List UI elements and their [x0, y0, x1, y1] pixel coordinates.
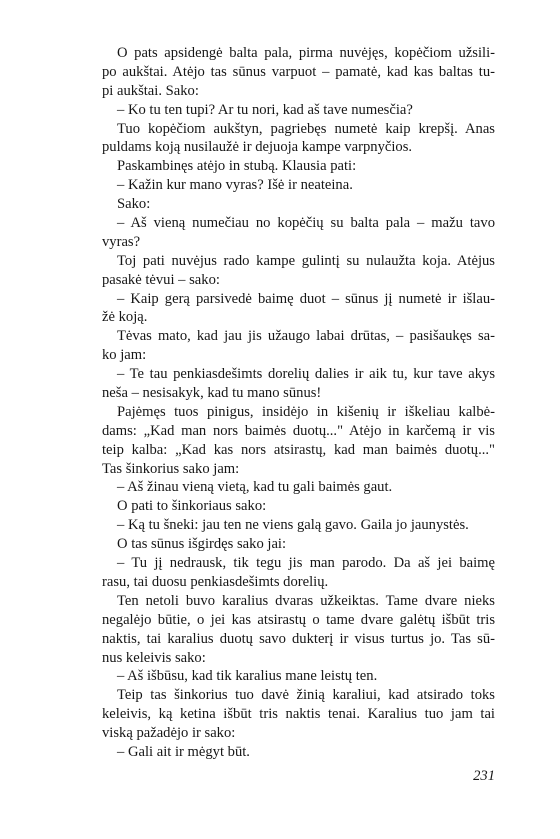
text-line: rasu, tai duosu penkiasdešimts dorelių. [102, 573, 329, 590]
text-line: pasakė tėvui – sako: [102, 271, 220, 288]
text-line: O pats apsidengė balta pala, pirma nuvėjęs, kopėčiom užsili- [117, 45, 495, 61]
text-line: keleivis, ką ketina išbūt tris naktis tenai. Karalius tuo jam tai [102, 706, 495, 723]
body-text [102, 44, 495, 762]
text-line: – Te tau penkiasdešimts dorelių dalies ir aik tu, kur tave akys [117, 366, 495, 383]
text-line: ko jam: [102, 347, 147, 364]
text-line: Tuo kopėčiom aukštyn, pagriebęs numetė kaip krepšį. Anas [117, 120, 495, 137]
text-line: – Kaip gerą parsivedė baimę duot – sūnus jį numetė ir išlau- [117, 290, 495, 307]
text-line: – Aš žinau vieną vietą, kad tu gali baimės gaut. [117, 479, 393, 496]
text-line: – Aš išbūsu, kad tik karalius mane leistų ten. [117, 668, 378, 685]
text-line: po aukštai. Atėjo tas sūnus varpuot – pamatė, kad kas baltas tu- [102, 63, 495, 80]
text-line: pi aukštai. Sako: [102, 82, 199, 99]
page-number: 231 [473, 768, 495, 784]
text-line: – Aš vieną numečiau no kopėčių su balta pala – mažu tavo [117, 215, 495, 232]
text-line: nus keleivis sako: [102, 649, 206, 666]
text-line: teip kalba: „Kad kas nors atsirastų, kad man baimės duotų..." [102, 441, 495, 458]
text-line: Paskambinęs atėjo in stubą. Klausia pati: [117, 158, 357, 175]
text-line: Tas šinkorius sako jam: [102, 460, 240, 477]
text-line: Teip tas šinkorius tuo davė žinią karaliui, kad atsirado toks [117, 687, 495, 704]
text-line: negalėjo būtie, o jei kas atsirastų o tame dvare galėtų išbūt tris [102, 611, 495, 628]
text-line: neša – nesisakyk, kad tu mano sūnus! [102, 385, 322, 402]
text-line: dams: „Kad man nors baimės duotų..." Atėjo in karčemą ir vis [102, 422, 495, 439]
text-line: žė koją. [102, 309, 148, 326]
text-line: Pajėmęs tuos pinigus, insidėjo in kišenių ir iškeliau kalbė- [117, 403, 495, 420]
text-line: vyras? [102, 233, 141, 250]
text-line: Toj pati nuvėjus rado kampe gulintį su nulaužta koja. Atėjus [117, 252, 495, 269]
text-line: puldams koją nusilaužė ir dejuoja kampe varpnyčios. [102, 139, 413, 156]
text-line: Sako: [117, 196, 151, 213]
text-line: – Gali ait ir mėgyt būt. [117, 743, 250, 760]
text-line: naktis, tai karalius duotų savo dukterį ir visus turtus jo. Tas sū- [102, 630, 495, 647]
text-line: – Tu jį nedrausk, tik tegu jis man parodo. Da aš jei baimę [117, 555, 495, 572]
text-line: – Kažin kur mano vyras? Išė ir neateina. [117, 177, 353, 194]
text-line: – Ką tu šneki: jau ten ne viens galą gavo. Gaila jo jaunystės. [117, 517, 469, 534]
text-line: viską pažadėjo ir sako: [102, 725, 236, 742]
text-line: O tas sūnus išgirdęs sako jai: [117, 536, 287, 553]
text-line: O pati to šinkoriaus sako: [117, 498, 267, 515]
text-line: Ten netoli buvo karalius dvaras užkeiktas. Tame dvare nieks [117, 592, 495, 609]
text-line: Tėvas mato, kad jau jis užaugo labai drūtas, – pasišaukęs sa- [117, 328, 495, 345]
text-line: – Ko tu ten tupi? Ar tu nori, kad aš tave numesčia? [117, 101, 413, 118]
